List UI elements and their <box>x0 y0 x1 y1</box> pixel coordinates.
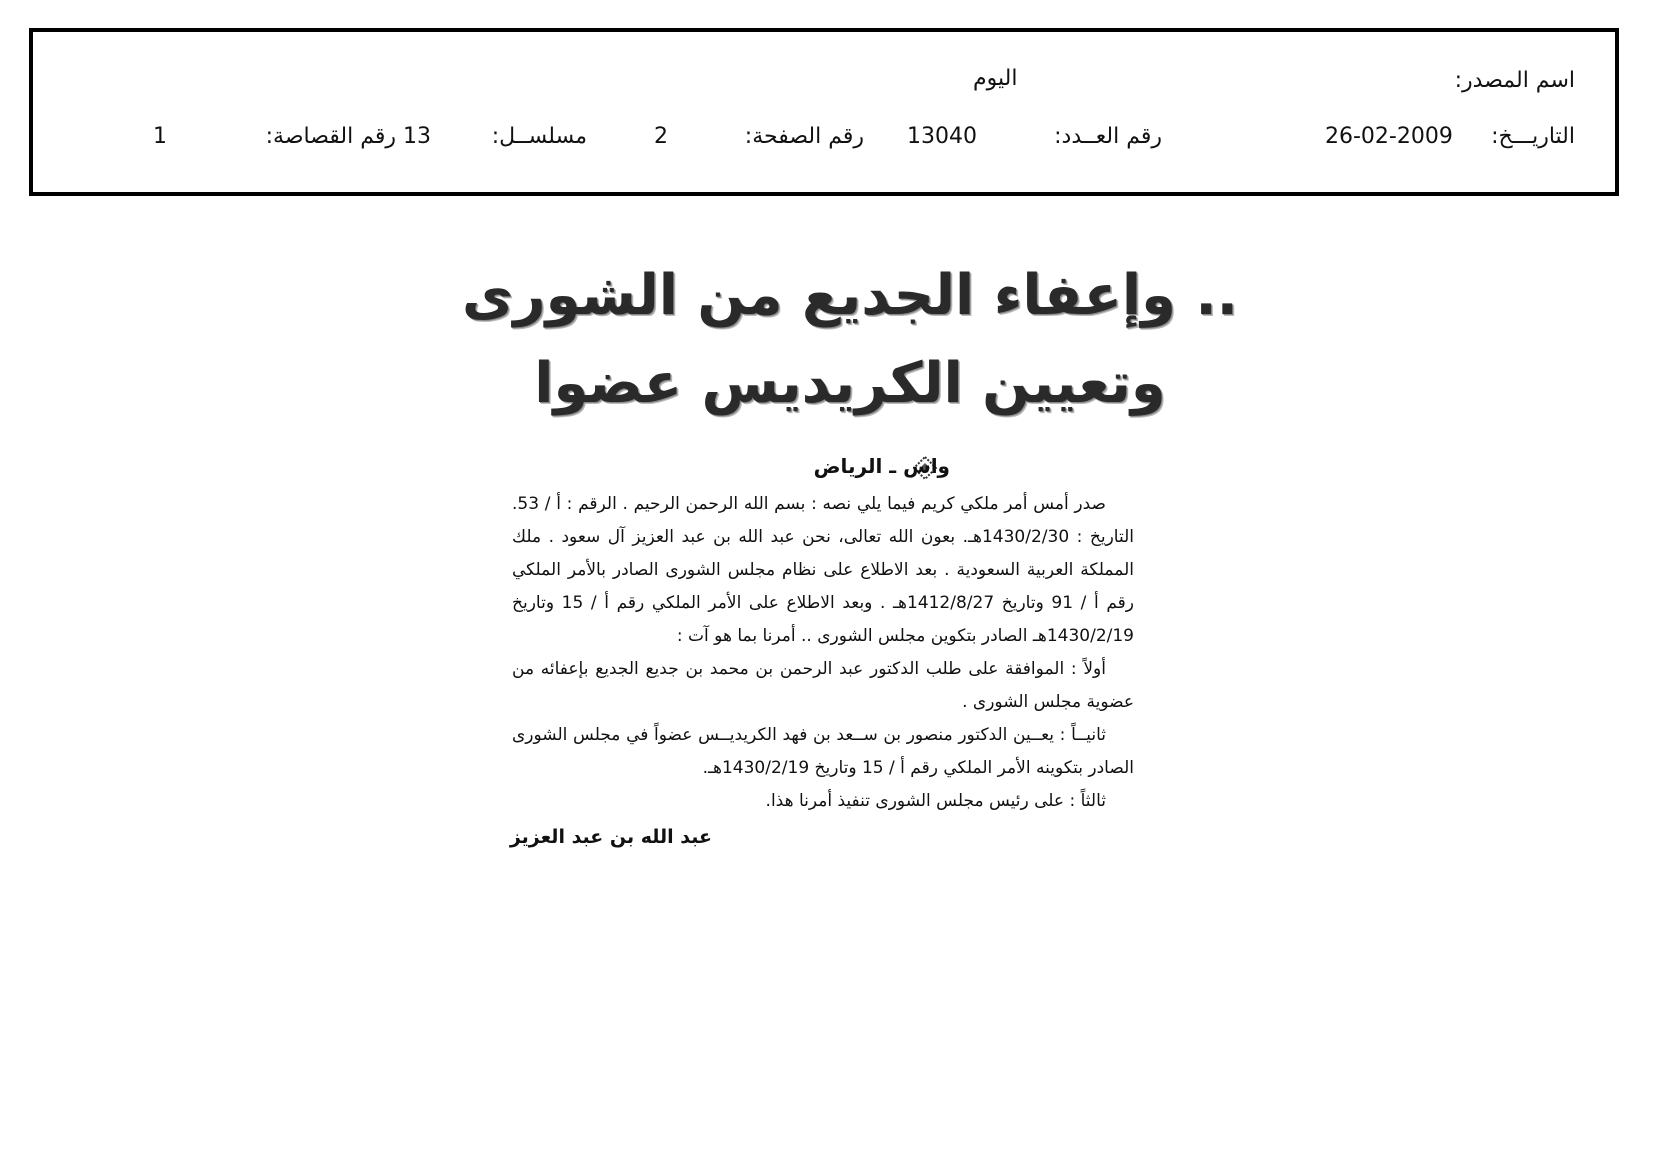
date-label: التاريـــخ: <box>1491 124 1575 149</box>
byline: واس ـ الرياض <box>813 454 950 478</box>
issue-value: 13040 <box>907 124 977 149</box>
issue-label: رقم العــدد: <box>1054 124 1162 149</box>
source-label: اسم المصدر: <box>1454 68 1575 93</box>
article-paragraph: صدر أمس أمر ملكي كريم فيما يلي نصه : بسم الله الرحمن الرحيم . الرقم : أ / 53. التاريخ : 1430/2/30هـ. بعون الله تعالى، نحن عبد الله بن عبد العزيز آل سعود . ملك المملكة العربية السعودية . بعد الاطلاع على نظام مجلس الشورى الصادر بالأمر الملكي رقم أ / 91 وتاريخ 1412/8/27هـ . وبعد الاطلاع على الأمر الملكي رقم أ / 15 وتاريخ 1430/2/19هـ الصادر بتكوين مجلس الشورى .. أمرنا بما هو آت : <box>512 494 1134 646</box>
article-body <box>512 488 1134 818</box>
serial-value: 13 <box>403 124 431 149</box>
signature: عبد الله بن عبد العزيز <box>509 826 712 848</box>
clip-value: 1 <box>153 124 167 149</box>
source-value: اليوم <box>973 66 1018 91</box>
clip-label: رقم القصاصة: <box>265 124 396 149</box>
article-paragraph: أولاً : الموافقة على طلب الدكتور عبد الرحمن بن محمد بن جديع الجديع بإعفائه من عضوية مجلس الشورى . <box>512 659 1134 712</box>
page-value: 2 <box>654 124 668 149</box>
article-paragraph: ثالثاً : على رئيس مجلس الشورى تنفيذ أمرنا هذا. <box>765 791 1106 811</box>
clipping-header-box <box>29 28 1619 196</box>
date-value: 26-02-2009 <box>1325 124 1453 149</box>
page-label: رقم الصفحة: <box>744 124 864 149</box>
serial-label: مسلســل: <box>491 124 587 149</box>
headline-line-1: .. وإعفاء الجديع من الشورى <box>462 263 1238 328</box>
article-paragraph: ثانيــاً : يعــين الدكتور منصور بن ســعد بن فهد الكريديــس عضواً في مجلس الشورى الصادر بتكوينه الأمر الملكي رقم أ / 15 وتاريخ 1430/2/19هـ. <box>512 725 1134 778</box>
headline-line-2: وتعيين الكريديس عضوا <box>534 351 1166 416</box>
